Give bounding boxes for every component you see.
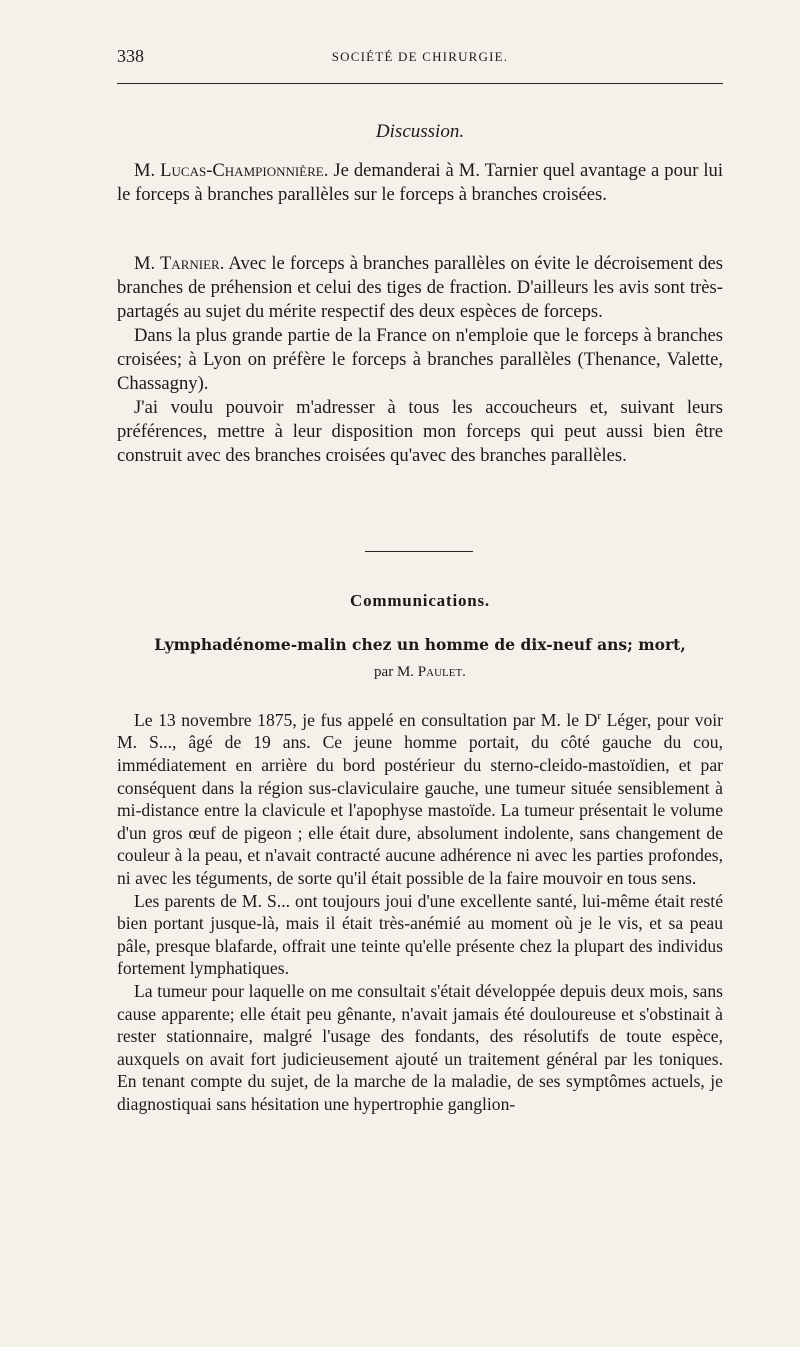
byline-prefix: par M. bbox=[374, 664, 418, 680]
discussion-heading: Discussion. bbox=[375, 121, 465, 142]
header-rule bbox=[117, 83, 723, 84]
article-title: Lymphadénome-malin chez un homme de dix-neuf ans; mort, bbox=[154, 635, 686, 654]
paragraph-text: Je demanderai à M. Tarnier quel avantage a pour lui le forceps à branches parallèles sur le forceps à branches croisées. bbox=[117, 160, 723, 205]
paragraph-text: Léger, pour voir M. S..., âgé de 19 ans. Ce jeune homme portait, du côté gauche du cou, immédiatement en arrière du bord postérieur du sterno-cleido-mastoïdien, et par conséquent dans la région sus-claviculaire gauche, une tumeur située sensiblement à mi-distance entre la clavicule et l'apophyse mastoïde. La tumeur présentait le volume d'un gros œuf de pigeon ; elle était dure, absolument indolente, sans changement de couleur à la peau, et n'avait contracté aucune adhérence ni avec les parties profondes, ni avec les téguments, de sorte qu'il était possible de la faire mouvoir en tous sens. bbox=[117, 709, 723, 889]
discussion-section bbox=[117, 159, 723, 207]
article-body bbox=[117, 705, 723, 1116]
page-number: 338 bbox=[117, 46, 144, 66]
discussion-paragraph bbox=[117, 159, 723, 207]
speaker-name: M. Lucas-Championnière. bbox=[134, 160, 329, 181]
communications-heading: Communications. bbox=[350, 591, 490, 610]
speaker-name: M. Tarnier. bbox=[134, 253, 225, 274]
article-paragraph: Les parents de M. S... ont toujours joui d'une excellente santé, lui-même était resté bien portant jusque-là, mais il était très-anémié au moment où je le vis, et sa peau pâle, presque blafarde, offrait une teinte qu'elle présente chez la plupart des individus fortement lymphatiques. bbox=[117, 890, 723, 979]
article-byline bbox=[117, 664, 723, 681]
article-paragraph: La tumeur pour laquelle on me consultait s'était développée depuis deux mois, sans cause apparente; elle était peu gênante, n'avait jamais été douloureuse et s'obstinait à rester stationnaire, malgré l'usage des fondants, des résolutifs de toute espèce, auxquels on avait fort judicieusement ajouté un traitement général par les toniques. En tenant compte du sujet, de la marche de la maladie, de ses symptômes actuels, je diagnostiquai sans hésitation une hypertrophie ganglion- bbox=[117, 980, 723, 1114]
discussion-paragraph bbox=[117, 252, 723, 324]
discussion-paragraph: Dans la plus grande partie de la France on n'emploie que le forceps à branches croisées; à Lyon on préfère le forceps à branches parallèles (Thenance, Valette, Chassagny). bbox=[117, 325, 723, 394]
discussion-paragraph: J'ai voulu pouvoir m'adresser à tous les accoucheurs et, suivant leurs préférences, mettre à leur disposition mon forceps qui peut aussi bien être construit avec des branches croisées qu'avec des branches parallèles. bbox=[117, 397, 723, 466]
article-paragraph bbox=[117, 705, 723, 890]
running-head bbox=[117, 46, 723, 76]
paragraph-text: Avec le forceps à branches parallèles on évite le décroisement des branches de préhension et celui des tiges de fraction. D'ailleurs les avis sont très-partagés au sujet du mérite respectif des deux espèces de forceps. bbox=[117, 253, 723, 322]
author-name: Paulet. bbox=[417, 664, 466, 680]
superscript: r bbox=[597, 710, 602, 722]
journal-title: SOCIÉTÉ DE CHIRURGIE. bbox=[331, 49, 509, 64]
section-divider bbox=[365, 551, 473, 552]
discussion-section bbox=[117, 252, 723, 468]
paragraph-text: Le 13 novembre 1875, je fus appelé en consultation par M. le D bbox=[134, 709, 598, 730]
